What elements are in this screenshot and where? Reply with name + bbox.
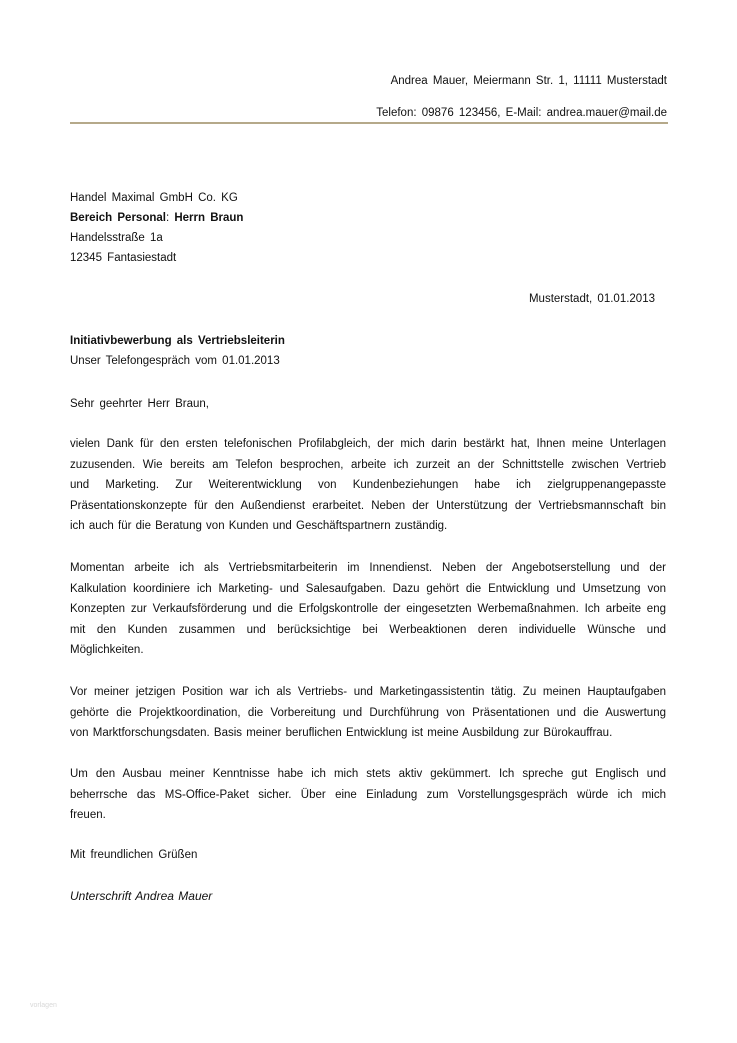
- recipient-street: Handelsstraße 1a: [70, 232, 163, 244]
- body-paragraph-3: [70, 682, 666, 744]
- letter-subject: Initiativbewerbung als Vertriebsleiterin: [70, 335, 285, 347]
- letter-salutation: Sehr geehrter Herr Braun,: [70, 398, 209, 410]
- paragraph-line: vielen Dank für den ersten telefonischen Profilabgleich, der mich darin bestärkt hat, Ihnen meine Unterlagen: [70, 438, 666, 450]
- body-paragraph-2: [70, 558, 666, 661]
- paragraph-line: beherrsche das MS-Office-Paket sicher. Über eine Einladung zum Vorstellungsgespräch würde ich mich: [70, 788, 666, 801]
- recipient-department: [70, 212, 243, 224]
- body-paragraph-1: [70, 434, 666, 537]
- letter-reference: Unser Telefongespräch vom 01.01.2013: [70, 355, 280, 367]
- paragraph-line: Vor meiner jetzigen Position war ich als Vertriebs- und Marketingassistentin tätig. Zu meinen Hauptaufgaben: [70, 686, 666, 698]
- paragraph-line: ich auch für die Beratung von Kunden und Geschäftspartnern zuständig.: [70, 520, 448, 533]
- sender-address: Andrea Mauer, Meiermann Str. 1, 11111 Musterstadt: [390, 75, 667, 87]
- paragraph-line: Präsentationskonzepte für den Außendienst erarbeitet. Neben der Unterstützung der Vertriebsmannschaft bin: [70, 499, 666, 512]
- signature: [70, 889, 212, 903]
- paragraph-line: mit den Kunden zusammen und berücksichtige bei Werbeaktionen deren individuelle Wünsche und: [70, 623, 666, 636]
- body-paragraph-4: [70, 764, 666, 826]
- paragraph-line: Um den Ausbau meiner Kenntnisse habe ich mich stets aktiv gekümmert. Ich spreche gut Englisch und: [70, 768, 666, 780]
- department-label: Bereich Personal: [70, 212, 166, 224]
- watermark: vorlagen: [30, 1002, 57, 1009]
- paragraph-line: zuzusenden. Wie bereits am Telefon besprochen, arbeite ich zurzeit an der Schnittstelle zwischen Vertrieb: [70, 458, 666, 471]
- signature-name: Andrea Mauer: [135, 889, 213, 903]
- sender-contact: Telefon: 09876 123456, E-Mail: andrea.mauer@mail.de: [376, 107, 667, 119]
- department-separator: :: [165, 212, 175, 224]
- header-divider: [70, 122, 668, 124]
- paragraph-line: und Marketing. Zur Weiterentwicklung von Kundenbeziehungen habe ich zielgruppenangepasste: [70, 479, 666, 492]
- paragraph-line: Momentan arbeite ich als Vertriebsmitarbeiterin im Innendienst. Neben der Angebotserstellung und der: [70, 562, 666, 574]
- paragraph-line: gehörte die Projektkoordination, die Vorbereitung und Durchführung von Präsentationen und die Auswertung: [70, 706, 666, 719]
- letter-closing: Mit freundlichen Grüßen: [70, 849, 198, 861]
- recipient-city: 12345 Fantasiestadt: [70, 252, 177, 264]
- paragraph-line: freuen.: [70, 809, 106, 822]
- recipient-contact: Herrn Braun: [174, 212, 244, 224]
- paragraph-line: Konzepten zur Verkaufsförderung und die Erfolgskontrolle der eingesetzten Werbemaßnahmen. Ich arbeite eng: [70, 603, 666, 616]
- paragraph-line: Kalkulation koordiniere ich Marketing- und Salesaufgaben. Dazu gehört die Entwicklung und Umsetzung von: [70, 582, 666, 595]
- signature-word: Unterschrift: [70, 889, 132, 903]
- letter-date: Musterstadt, 01.01.2013: [528, 293, 655, 305]
- recipient-company: Handel Maximal GmbH Co. KG: [70, 192, 238, 204]
- paragraph-line: Möglichkeiten.: [70, 644, 144, 657]
- paragraph-line: von Marktforschungsdaten. Basis meiner beruflichen Entwicklung ist meine Ausbildung zur Bürokauffrau.: [70, 727, 613, 740]
